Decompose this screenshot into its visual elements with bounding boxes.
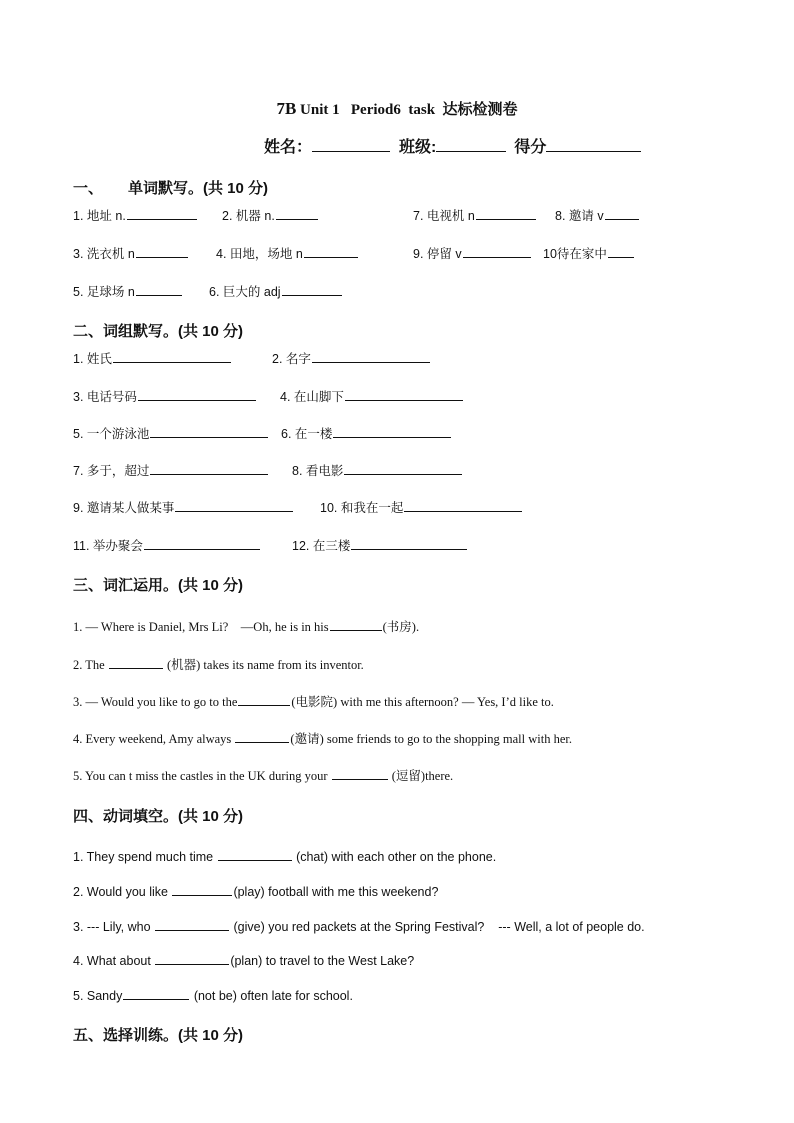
score-label: 得分 <box>514 139 547 156</box>
s1-item-4: 4. 田地，场地 n <box>216 244 359 262</box>
answer-blank[interactable] <box>332 767 388 780</box>
s1-item-8: 8. 邀请 v <box>555 206 640 224</box>
s1-item-9: 9. 停留 v <box>413 244 532 262</box>
s1-item-5: 5. 足球场 n <box>73 282 183 300</box>
answer-blank[interactable] <box>304 245 358 258</box>
s2-item-10: 10. 和我在一起 <box>320 498 523 516</box>
answer-blank[interactable] <box>276 207 318 220</box>
s2-item-1: 1. 姓氏 <box>73 349 232 367</box>
s3-question-1: 1. — Where is Daniel, Mrs Li? —Oh, he is in his (书房). <box>73 620 420 634</box>
answer-blank[interactable] <box>155 918 229 931</box>
answer-blank[interactable] <box>344 462 462 475</box>
answer-blank[interactable] <box>113 350 231 363</box>
page-title: 7B Unit 1 Period6 task 达标检测卷 <box>276 99 518 118</box>
answer-blank[interactable] <box>608 245 634 258</box>
s1-item-1: 1. 地址 n. <box>73 206 198 224</box>
s4-question-1: 1. They spend much time (chat) with each other on the phone. <box>73 850 497 864</box>
s2-item-5: 5. 一个游泳池 <box>73 424 269 442</box>
s3-question-3: 3. — Would you like to go to the (电影院) with me this afternoon? — Yes, I’d like to. <box>73 695 554 709</box>
class-label: 班级: <box>399 139 437 156</box>
s2-item-11: 11. 举办聚会 <box>73 536 261 554</box>
answer-blank[interactable] <box>136 283 182 296</box>
answer-blank[interactable] <box>404 499 522 512</box>
answer-blank[interactable] <box>172 883 232 896</box>
answer-blank[interactable] <box>144 537 260 550</box>
s1-item-3: 3. 洗衣机 n <box>73 244 189 262</box>
name-label: 姓名： <box>264 139 313 156</box>
section-3-heading: 三、词汇运用。(共 10 分) <box>73 577 244 594</box>
s4-question-3: 3. --- Lily, who (give) you red packets at the Spring Festival? --- Well, a lot of people do. <box>73 920 645 934</box>
section-4-heading: 四、动词填空。(共 10 分) <box>73 808 244 825</box>
answer-blank[interactable] <box>109 656 163 669</box>
s1-item-2: 2. 机器 n. <box>222 206 319 224</box>
s1-item-6: 6. 巨大的 adj <box>209 282 343 300</box>
answer-blank[interactable] <box>235 730 289 743</box>
s1-item-10: 10待在家中 <box>543 244 635 262</box>
answer-blank[interactable] <box>127 207 197 220</box>
student-info-line <box>264 134 641 157</box>
score-blank[interactable] <box>546 137 641 152</box>
answer-blank[interactable] <box>123 987 189 1000</box>
answer-blank[interactable] <box>333 425 451 438</box>
s2-item-8: 8. 看电影 <box>292 461 463 479</box>
class-blank[interactable] <box>436 137 506 152</box>
answer-blank[interactable] <box>351 537 467 550</box>
s3-question-5: 5. You can t miss the castles in the UK during your (逗留)there. <box>73 769 454 783</box>
answer-blank[interactable] <box>238 693 290 706</box>
s2-item-2: 2. 名字 <box>272 349 431 367</box>
answer-blank[interactable] <box>345 388 463 401</box>
section-5-heading: 五、选择训练。(共 10 分) <box>73 1027 244 1044</box>
section-1-heading: 一、 单词默写。(共 10 分) <box>73 180 269 197</box>
s3-question-2: 2. The (机器) takes its name from its inventor. <box>73 658 364 672</box>
answer-blank[interactable] <box>605 207 639 220</box>
s2-item-7: 7. 多于，超过 <box>73 461 269 479</box>
s4-question-5: 5. Sandy (not be) often late for school. <box>73 989 353 1003</box>
answer-blank[interactable] <box>463 245 531 258</box>
answer-blank[interactable] <box>138 388 256 401</box>
answer-blank[interactable] <box>330 618 382 631</box>
answer-blank[interactable] <box>175 499 293 512</box>
section-2-heading: 二、词组默写。(共 10 分) <box>73 323 244 340</box>
s2-item-4: 4. 在山脚下 <box>280 387 464 405</box>
s3-question-4: 4. Every weekend, Amy always (邀请) some friends to go to the shopping mall with her. <box>73 732 572 746</box>
s2-item-6: 6. 在一楼 <box>281 424 452 442</box>
s4-question-4: 4. What about (plan) to travel to the West Lake? <box>73 954 415 968</box>
answer-blank[interactable] <box>136 245 188 258</box>
answer-blank[interactable] <box>150 462 268 475</box>
s2-item-3: 3. 电话号码 <box>73 387 257 405</box>
answer-blank[interactable] <box>312 350 430 363</box>
answer-blank[interactable] <box>476 207 536 220</box>
answer-blank[interactable] <box>150 425 268 438</box>
s2-item-12: 12. 在三楼 <box>292 536 468 554</box>
answer-blank[interactable] <box>155 952 229 965</box>
s4-question-2: 2. Would you like (play) football with me this weekend? <box>73 885 439 899</box>
answer-blank[interactable] <box>218 848 292 861</box>
answer-blank[interactable] <box>282 283 342 296</box>
s2-item-9: 9. 邀请某人做某事 <box>73 498 294 516</box>
s1-item-7: 7. 电视机 n <box>413 206 537 224</box>
name-blank[interactable] <box>312 137 390 152</box>
